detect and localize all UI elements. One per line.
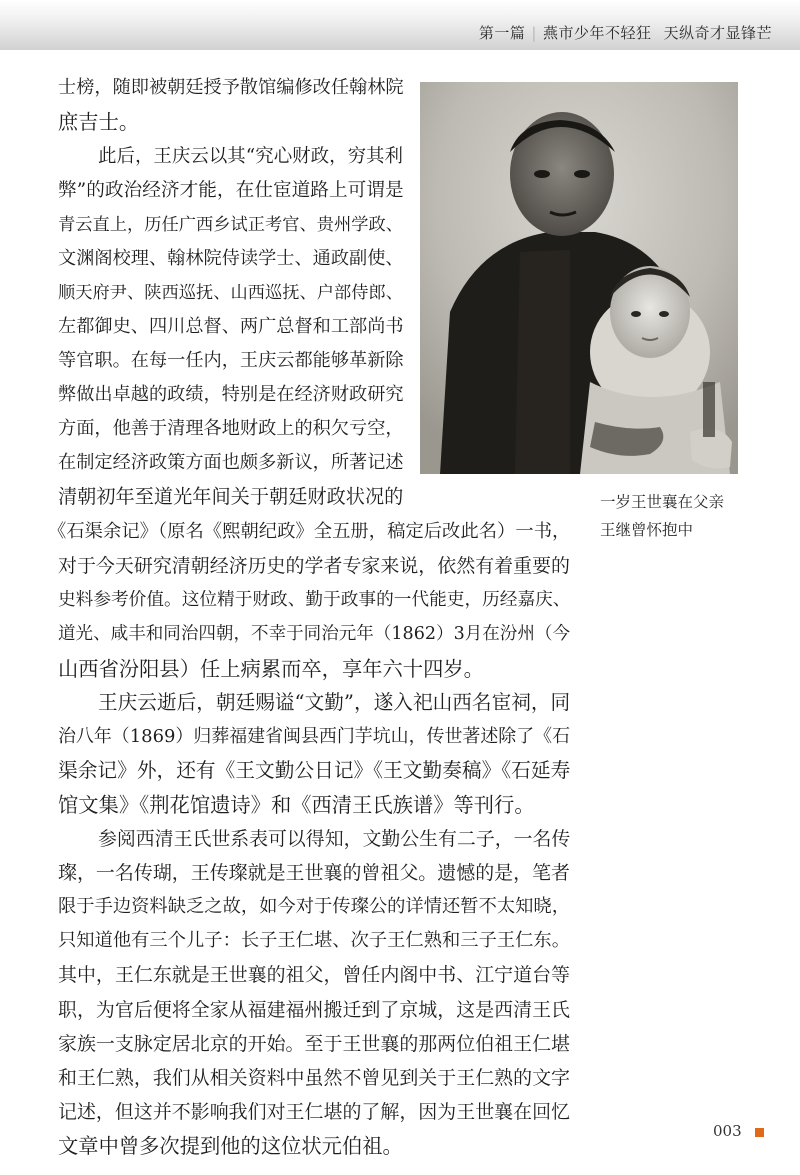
header-separator: | (531, 24, 537, 42)
body-text-line: 家族一支脉定居北京的开始。至于王世襄的那两位伯祖王仁堪 (58, 1033, 570, 1055)
body-text-line: 顺天府尹、陕西巡抚、山西巡抚、户部侍郎、 (58, 283, 404, 303)
page-number-marker (755, 1128, 764, 1137)
photo-caption-line1: 一岁王世襄在父亲 (600, 493, 725, 511)
body-text-line: 治八年（1869）归葬福建省闽县西门芋坑山，传世著述除了《石 (58, 726, 571, 747)
historical-photo (420, 82, 738, 474)
body-text-line: 王庆云逝后，朝廷赐谥“文勤”，遂入祀山西名宦祠，同 (98, 691, 571, 714)
body-text-line: 渠余记》外，还有《王文勤公日记》《王文勤奏稿》《石延寿 (58, 759, 571, 782)
body-text-line: 方面，他善于清理各地财政上的积欠亏空， (58, 418, 404, 439)
photo-caption-line2: 王继曾怀抱中 (600, 521, 694, 539)
body-text-line: 清朝初年至道光年间关于朝廷财政状况的 (58, 485, 404, 508)
body-text-line: 和王仁熟，我们从相关资料中虽然不曾见到关于王仁熟的文字 (58, 1067, 570, 1089)
body-text-line: 青云直上，历任广西乡试正考官、贵州学政、 (58, 215, 404, 235)
body-text-line: 璨，一名传瑚，王传璨就是王世襄的曾祖父。遗憾的是，笔者 (58, 862, 570, 884)
body-text-line: 馆文集》《荆花馆遗诗》和《西清王氏族谱》等刊行。 (58, 793, 535, 817)
body-text-line: 其中，王仁东就是王世襄的祖父，曾任内阁中书、江宁道台等 (58, 964, 570, 986)
chapter-title-part2: 天纵奇才显锋芒 (663, 24, 772, 42)
body-text-line: 《石渠余记》（原名《熙朝纪政》全五册，稿定后改此名）一书， (48, 521, 571, 542)
chapter-label: 第一篇 (478, 24, 526, 42)
body-text-line: 对于今天研究清朝经济历史的学者专家来说，依然有着重要的 (58, 555, 570, 577)
body-text-line: 庶吉士。 (58, 110, 140, 134)
body-text-line: 弊做出卓越的政绩，特别是在经济财政研究 (58, 384, 404, 405)
body-text-line: 山西省汾阳县）任上病累而卒，享年六十四岁。 (58, 657, 484, 681)
body-text-line: 记述，但这并不影响我们对王仁堪的了解，因为王世襄在回忆 (58, 1101, 570, 1123)
body-text-line: 弊”的政治经济才能，在仕宦道路上可谓是 (58, 180, 404, 201)
body-text-line: 等官职。在每一任内，王庆云都能够革新除 (58, 350, 404, 371)
running-header (479, 22, 772, 43)
page-number: 003 (713, 1122, 742, 1140)
body-text-line: 左都御史、四川总督、两广总督和工部尚书 (58, 316, 404, 337)
body-text-line: 士榜，随即被朝廷授予散馆编修改任翰林院 (58, 77, 404, 98)
body-text-line: 职，为官后便将全家从福建福州搬迁到了京城，这是西清王氏 (58, 999, 570, 1021)
chapter-title-part1: 燕市少年不轻狂 (542, 24, 652, 42)
body-text-line: 史料参考价值。这位精于财政、勤于政事的一代能吏，历经嘉庆、 (58, 590, 571, 610)
body-text-line: 文渊阁校理、翰林院侍读学士、通政副使、 (58, 248, 404, 269)
body-text-line: 参阅西清王氏世系表可以得知，文勤公生有二子，一名传 (98, 828, 571, 850)
body-text-line: 只知道他有三个儿子：长子王仁堪、次子王仁熟和三子王仁东。 (58, 930, 570, 951)
body-text-line: 此后，王庆云以其“究心财政，穷其利 (98, 146, 403, 167)
body-text-line: 文章中曾多次提到他的这位状元伯祖。 (58, 1134, 403, 1158)
body-text-line: 限于手边资料缺乏之故，如今对于传璨公的详情还暂不太知晓， (58, 896, 570, 917)
body-text-line: 在制定经济政策方面也颇多新议，所著记述 (58, 452, 404, 473)
body-text-line: 道光、咸丰和同治四朝，不幸于同治元年（1862）3月在汾州（今 (58, 624, 571, 644)
